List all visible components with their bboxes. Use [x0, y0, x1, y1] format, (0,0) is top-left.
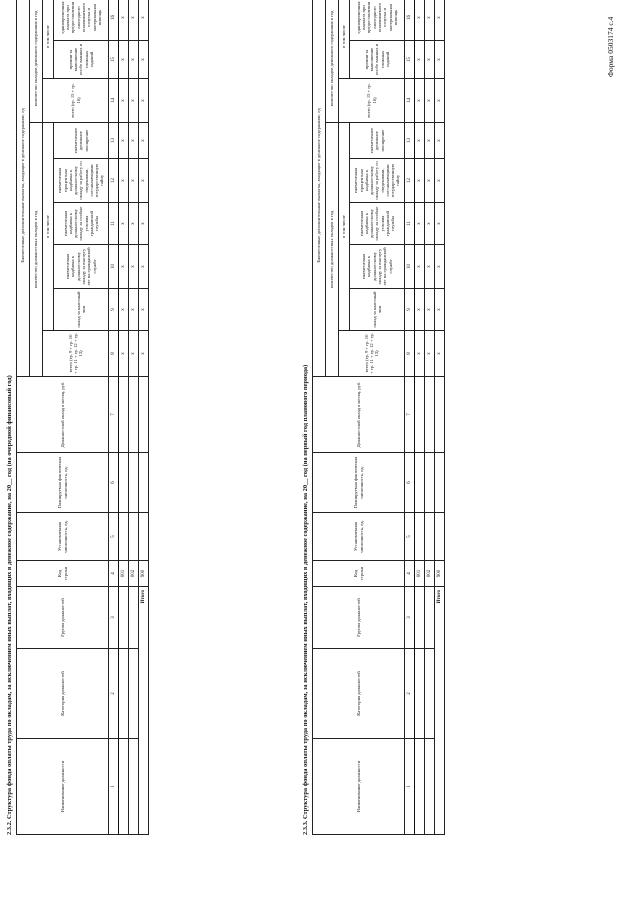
- col-number: 8: [109, 331, 119, 377]
- cell[interactable]: [119, 513, 129, 561]
- cell: x: [129, 79, 139, 123]
- cell-group[interactable]: [119, 587, 129, 649]
- cell[interactable]: [139, 377, 149, 453]
- col-number: 14: [109, 79, 119, 123]
- header-c12: ежемесячная процентная надбавка к должностному окладу за работу со сведениями, составляющими государственную тайну: [350, 159, 405, 203]
- cell: x: [425, 159, 435, 203]
- total-row: [435, 0, 445, 835]
- header-c11: ежемесячная надбавка к должностному окладу за особые условия гражданской службы: [54, 203, 109, 245]
- cell-group[interactable]: [415, 587, 425, 649]
- cell[interactable]: [139, 513, 149, 561]
- header-c16: единовременная выплата при предоставлении ежегодного оплачиваемого отпуска и материальная помощь: [54, 0, 109, 41]
- section-title: 2.3.2. Структура фонда оплаты труда по окладам, за исключением иных выплат, входящих в денежное содержание, на 20__ год (на очередной финансовый год): [6, 375, 13, 835]
- cell: x: [129, 289, 139, 331]
- header-count-label: количество должностных окладов в год: [326, 123, 339, 377]
- table-row: [129, 0, 139, 835]
- header-c10: ежемесячная надбавка к должностному окладу за выслугу лет на гражданской службе: [350, 245, 405, 289]
- cell: x: [129, 123, 139, 159]
- cell-row-code: 002: [425, 561, 435, 587]
- col-number: 5: [405, 513, 415, 561]
- table-row: [425, 0, 435, 835]
- header-annual-label: количество окладов денежного содержания в год: [30, 0, 43, 123]
- col-number: 7: [405, 377, 415, 453]
- cell-row-code: 900: [435, 561, 445, 587]
- col-number: 1: [109, 739, 119, 835]
- header-c9: оклад за классный чин: [54, 289, 109, 331]
- header-salary: Должностной оклад в месяц, руб.: [17, 377, 109, 453]
- header-count-label: количество должностных окладов в год: [30, 123, 43, 377]
- header-c13: ежемесячное денежное поощрение: [350, 123, 405, 159]
- header-group: Группа должностей: [313, 587, 405, 649]
- cell: x: [425, 203, 435, 245]
- col-number: 7: [109, 377, 119, 453]
- cell[interactable]: [119, 453, 129, 513]
- cell: x: [139, 289, 149, 331]
- cell: x: [425, 0, 435, 41]
- cell: x: [425, 289, 435, 331]
- header-c12: ежемесячная процентная надбавка к должностному окладу за работу со сведениями, составляющими государственную тайну: [54, 159, 109, 203]
- header-row-code: Код строки: [313, 561, 405, 587]
- cell: x: [435, 159, 445, 203]
- cell: x: [435, 331, 445, 377]
- section-title: 2.3.3. Структура фонда оплаты труда по окладам, за исключением иных выплат, входящих в денежное содержание, на 20__ год (на первый год планового периода): [302, 364, 309, 835]
- cell: x: [119, 203, 129, 245]
- col-number: 15: [109, 41, 119, 79]
- col-number: 4: [109, 561, 119, 587]
- cell-category[interactable]: [425, 649, 435, 739]
- cell: x: [119, 159, 129, 203]
- cell: x: [139, 331, 149, 377]
- cell[interactable]: [415, 453, 425, 513]
- cell[interactable]: [415, 377, 425, 453]
- cell: x: [119, 79, 129, 123]
- cell[interactable]: [435, 453, 445, 513]
- cell: x: [425, 123, 435, 159]
- cell-row-code: 001: [119, 561, 129, 587]
- col-number: 16: [109, 0, 119, 41]
- cell: x: [415, 245, 425, 289]
- cell-position[interactable]: [119, 739, 129, 835]
- col-number: 8: [405, 331, 415, 377]
- header-category: Категория должностей: [17, 649, 109, 739]
- cell[interactable]: [119, 377, 129, 453]
- cell: x: [415, 289, 425, 331]
- header-c13: ежемесячное денежное поощрение: [54, 123, 109, 159]
- header-monthly-total: Ежемесячные дополнительные выплаты, входящие в денежное содержание, ед: [17, 0, 30, 377]
- cell[interactable]: [129, 513, 139, 561]
- col-number: 11: [405, 203, 415, 245]
- header-planned: Планируемая фактическая численность, ед.: [313, 453, 405, 513]
- header-c14: всего (гр. 15 + гр. 16): [339, 79, 405, 123]
- cell: x: [129, 245, 139, 289]
- header-of-which-2: в том числе: [43, 0, 54, 79]
- cell-group[interactable]: [129, 587, 139, 649]
- cell[interactable]: [425, 513, 435, 561]
- cell: x: [119, 41, 129, 79]
- cell: x: [415, 79, 425, 123]
- header-of-which: в том числе: [339, 123, 350, 331]
- cell-row-code: 900: [139, 561, 149, 587]
- cell[interactable]: [425, 453, 435, 513]
- cell: x: [415, 0, 425, 41]
- col-number: 13: [405, 123, 415, 159]
- cell: x: [415, 123, 425, 159]
- header-position: Наименование должности: [17, 739, 109, 835]
- cell: x: [425, 245, 435, 289]
- cell[interactable]: [129, 453, 139, 513]
- cell: x: [129, 0, 139, 41]
- header-of-which: в том числе: [43, 123, 54, 331]
- form-code: Форма 0503174 с.4: [606, 16, 615, 77]
- cell-category[interactable]: [119, 649, 129, 739]
- header-planned: Планируемая фактическая численность, ед.: [17, 453, 109, 513]
- header-monthly-total: Ежемесячные дополнительные выплаты, входящие в денежное содержание, ед: [313, 0, 326, 377]
- header-of-which-2: в том числе: [339, 0, 350, 79]
- cell: x: [139, 123, 149, 159]
- cell: x: [425, 79, 435, 123]
- cell: x: [435, 0, 445, 41]
- col-number: 9: [109, 289, 119, 331]
- col-number: 1: [405, 739, 415, 835]
- cell: x: [139, 41, 149, 79]
- header-c9: оклад за классный чин: [350, 289, 405, 331]
- cell: x: [435, 289, 445, 331]
- cell-row-code: 001: [415, 561, 425, 587]
- total-row: [139, 0, 149, 835]
- header-position: Наименование должности: [313, 739, 405, 835]
- cell: x: [415, 203, 425, 245]
- cell[interactable]: [139, 453, 149, 513]
- col-number: 6: [109, 453, 119, 513]
- col-number: 10: [109, 245, 119, 289]
- cell: x: [415, 331, 425, 377]
- header-c14: всего (гр. 15 + гр. 16): [43, 79, 109, 123]
- col-number: 3: [109, 587, 119, 649]
- col-number: 14: [405, 79, 415, 123]
- cell: x: [139, 79, 149, 123]
- cell[interactable]: [435, 377, 445, 453]
- cell[interactable]: [435, 513, 445, 561]
- cell: x: [139, 0, 149, 41]
- cell: x: [119, 331, 129, 377]
- cell: x: [435, 41, 445, 79]
- cell: x: [415, 159, 425, 203]
- header-c15: премии за выполнение особо важных и сложных заданий: [54, 41, 109, 79]
- cell: x: [435, 245, 445, 289]
- total-label: Итого: [435, 587, 445, 835]
- cell-row-code: 002: [129, 561, 139, 587]
- header-row-code: Код строки: [17, 561, 109, 587]
- cell[interactable]: [415, 513, 425, 561]
- header-established: Установленная численность, ед.: [313, 513, 405, 561]
- header-category: Категория должностей: [313, 649, 405, 739]
- header-group: Группа должностей: [17, 587, 109, 649]
- header-c10: ежемесячная надбавка к должностному окладу за выслугу лет на гражданской службе: [54, 245, 109, 289]
- header-in-total: всего (гр. 9 + гр. 10 + гр. 11 + гр. 12 + гр. 13): [43, 331, 109, 377]
- salary-structure-table: [312, 0, 445, 835]
- cell[interactable]: [425, 377, 435, 453]
- table-row: [415, 0, 425, 835]
- cell: x: [435, 123, 445, 159]
- salary-structure-table: [16, 0, 149, 835]
- cell: x: [119, 245, 129, 289]
- cell-category[interactable]: [415, 649, 425, 739]
- cell: x: [435, 203, 445, 245]
- cell: x: [129, 41, 139, 79]
- header-established: Установленная численность, ед.: [17, 513, 109, 561]
- cell: x: [129, 331, 139, 377]
- col-number: 15: [405, 41, 415, 79]
- col-number: 16: [405, 0, 415, 41]
- column-numbers-row: [405, 0, 415, 835]
- col-number: 11: [109, 203, 119, 245]
- col-number: 13: [109, 123, 119, 159]
- cell: x: [139, 159, 149, 203]
- cell-category[interactable]: [129, 649, 139, 739]
- col-number: 2: [109, 649, 119, 739]
- cell: x: [415, 41, 425, 79]
- total-label: Итого: [139, 587, 149, 835]
- cell-position[interactable]: [425, 739, 435, 835]
- col-number: 6: [405, 453, 415, 513]
- cell: x: [129, 203, 139, 245]
- table-row: [119, 0, 129, 835]
- cell: x: [425, 41, 435, 79]
- cell: x: [119, 0, 129, 41]
- cell: x: [435, 79, 445, 123]
- cell-group[interactable]: [425, 587, 435, 649]
- header-c11: ежемесячная надбавка к должностному окладу за особые условия гражданской службы: [350, 203, 405, 245]
- col-number: 3: [405, 587, 415, 649]
- cell-position[interactable]: [415, 739, 425, 835]
- col-number: 12: [405, 159, 415, 203]
- cell-position[interactable]: [129, 739, 139, 835]
- header-c16: единовременная выплата при предоставлении ежегодного оплачиваемого отпуска и материальная помощь: [350, 0, 405, 41]
- col-number: 9: [405, 289, 415, 331]
- header-c15: премии за выполнение особо важных и сложных заданий: [350, 41, 405, 79]
- header-salary: Должностной оклад в месяц, руб.: [313, 377, 405, 453]
- cell: x: [119, 123, 129, 159]
- cell[interactable]: [129, 377, 139, 453]
- cell: x: [139, 245, 149, 289]
- col-number: 2: [405, 649, 415, 739]
- cell: x: [129, 159, 139, 203]
- header-annual-label: количество окладов денежного содержания в год: [326, 0, 339, 123]
- header-in-total: всего (гр. 9 + гр. 10 + гр. 11 + гр. 12 + гр. 13): [339, 331, 405, 377]
- col-number: 5: [109, 513, 119, 561]
- cell: x: [139, 203, 149, 245]
- column-numbers-row: [109, 0, 119, 835]
- cell: x: [119, 289, 129, 331]
- col-number: 10: [405, 245, 415, 289]
- col-number: 4: [405, 561, 415, 587]
- col-number: 12: [109, 159, 119, 203]
- cell: x: [425, 331, 435, 377]
